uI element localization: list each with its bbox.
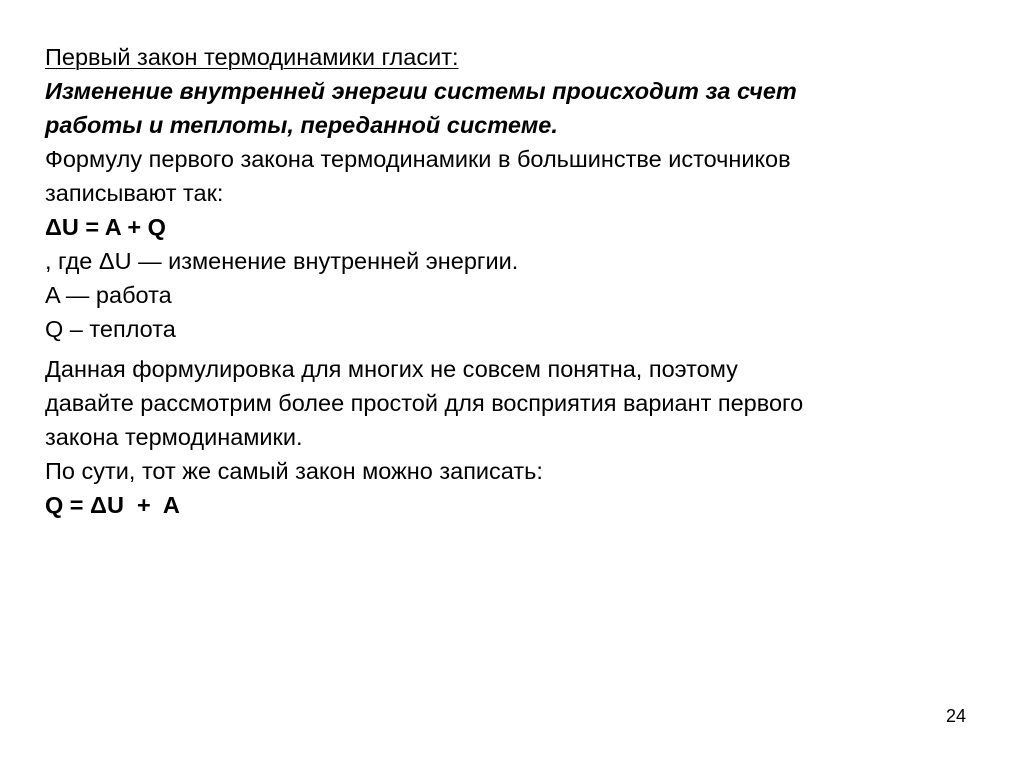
page-number: 24 <box>945 706 966 726</box>
slide-content <box>45 40 995 522</box>
explanation-line-1: Данная формулировка для многих не совсем понятна, поэтому <box>45 356 738 382</box>
formula-first-law: ΔU = A + Q <box>45 214 166 240</box>
formula-restated: Q = ΔU + A <box>45 492 180 518</box>
where-explanation: , где ΔU — изменение внутренней энергии. <box>45 248 519 274</box>
restate-line: По сути, тот же самый закон можно записать: <box>45 458 543 484</box>
q-definition: Q – теплота <box>45 316 176 342</box>
intro-line-2: записывают так: <box>45 180 224 206</box>
a-definition: A — работа <box>45 282 172 308</box>
law-definition-line-2: работы и теплоты, переданной системе. <box>45 112 558 138</box>
explanation-line-3: закона термодинамики. <box>45 424 303 450</box>
explanation-line-2: давайте рассмотрим более простой для восприятия вариант первого <box>45 390 804 416</box>
intro-line-1: Формулу первого закона термодинамики в большинстве источников <box>45 146 791 172</box>
law-definition-line-1: Изменение внутренней энергии системы происходит за счет <box>45 78 797 104</box>
law-heading: Первый закон термодинамики гласит: <box>45 44 459 70</box>
